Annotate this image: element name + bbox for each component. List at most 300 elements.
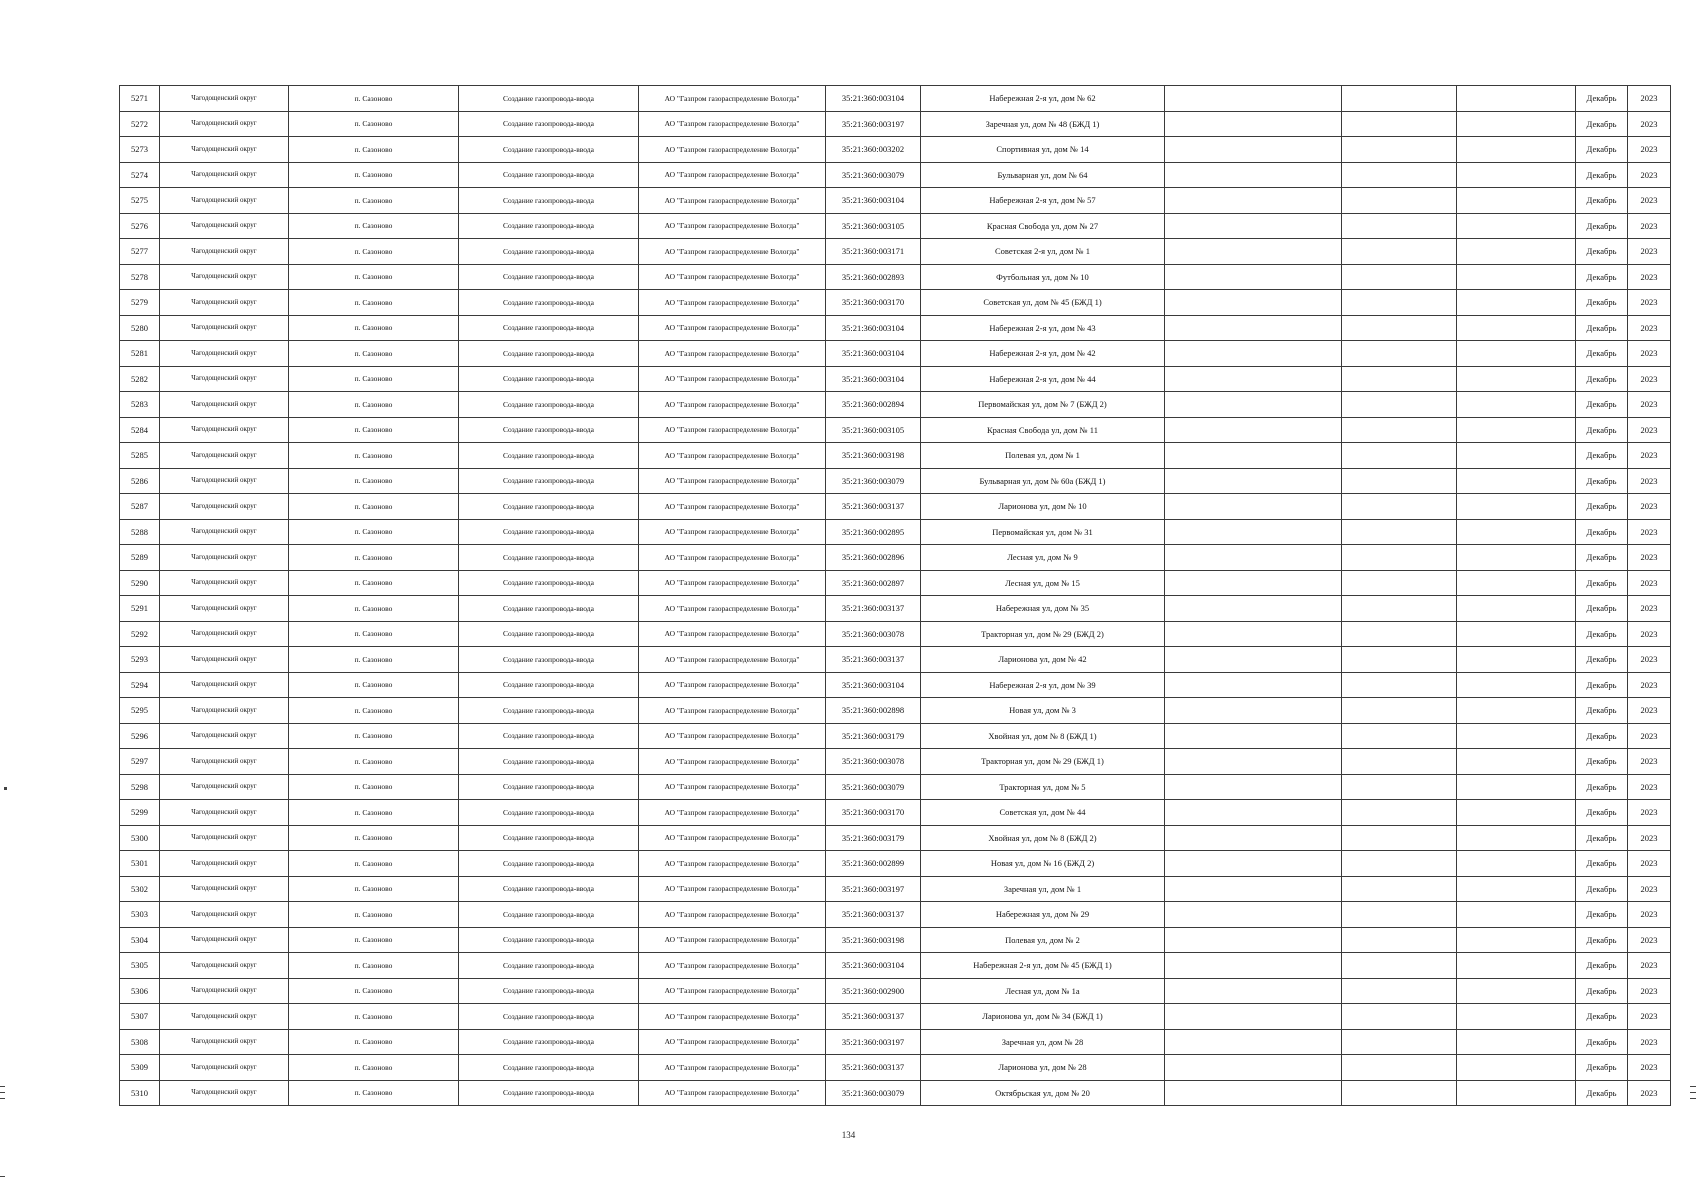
table-row (120, 672, 1671, 698)
record-number-cell: 5305 (120, 953, 160, 979)
month-cell: Декабрь (1576, 213, 1628, 239)
cadastral-number-cell: 35:21:360:003179 (826, 723, 921, 749)
table-row (120, 213, 1671, 239)
locality-cell: п. Сазоново (289, 978, 459, 1004)
scan-edge-mark (4, 787, 7, 790)
locality-cell: п. Сазоново (289, 647, 459, 673)
address-cell: Набережная ул, дом № 29 (921, 902, 1165, 928)
empty-cell (1165, 570, 1342, 596)
empty-cell (1457, 749, 1576, 775)
address-cell: Ларионова ул, дом № 10 (921, 494, 1165, 520)
cadastral-number-cell: 35:21:360:002896 (826, 545, 921, 571)
locality-cell: п. Сазоново (289, 927, 459, 953)
work-type-cell: Создание газопровода-ввода (459, 1080, 639, 1106)
district-cell: Чагодощенский округ (160, 647, 289, 673)
cadastral-number-cell: 35:21:360:003197 (826, 111, 921, 137)
record-number-cell: 5278 (120, 264, 160, 290)
address-cell: Тракторная ул, дом № 29 (БЖД 1) (921, 749, 1165, 775)
cadastral-number-cell: 35:21:360:002898 (826, 698, 921, 724)
locality-cell: п. Сазоново (289, 290, 459, 316)
empty-cell (1342, 494, 1457, 520)
record-number-cell: 5277 (120, 239, 160, 265)
cadastral-number-cell: 35:21:360:003202 (826, 137, 921, 163)
table-row (120, 443, 1671, 469)
month-cell: Декабрь (1576, 596, 1628, 622)
work-type-cell: Создание газопровода-ввода (459, 264, 639, 290)
district-cell: Чагодощенский округ (160, 1004, 289, 1030)
empty-cell (1165, 494, 1342, 520)
empty-cell (1457, 392, 1576, 418)
address-cell: Новая ул, дом № 3 (921, 698, 1165, 724)
cadastral-number-cell: 35:21:360:003104 (826, 341, 921, 367)
year-cell: 2023 (1628, 392, 1671, 418)
empty-cell (1342, 468, 1457, 494)
district-cell: Чагодощенский округ (160, 672, 289, 698)
record-number-cell: 5281 (120, 341, 160, 367)
address-cell: Футбольная ул, дом № 10 (921, 264, 1165, 290)
scan-edge-mark (0, 1176, 5, 1177)
work-type-cell: Создание газопровода-ввода (459, 188, 639, 214)
work-type-cell: Создание газопровода-ввода (459, 519, 639, 545)
organization-cell: АО "Газпром газораспределение Вологда" (639, 468, 826, 494)
address-cell: Красная Свобода ул, дом № 11 (921, 417, 1165, 443)
empty-cell (1342, 851, 1457, 877)
record-number-cell: 5302 (120, 876, 160, 902)
cadastral-number-cell: 35:21:360:003137 (826, 902, 921, 928)
district-cell: Чагодощенский округ (160, 162, 289, 188)
locality-cell: п. Сазоново (289, 596, 459, 622)
district-cell: Чагодощенский округ (160, 111, 289, 137)
month-cell: Декабрь (1576, 443, 1628, 469)
locality-cell: п. Сазоново (289, 825, 459, 851)
work-type-cell: Создание газопровода-ввода (459, 876, 639, 902)
address-cell: Набережная 2-я ул, дом № 43 (921, 315, 1165, 341)
district-cell: Чагодощенский округ (160, 800, 289, 826)
table-row (120, 902, 1671, 928)
scan-edge-mark (0, 1098, 5, 1099)
locality-cell: п. Сазоново (289, 774, 459, 800)
empty-cell (1342, 519, 1457, 545)
month-cell: Декабрь (1576, 1029, 1628, 1055)
year-cell: 2023 (1628, 443, 1671, 469)
empty-cell (1457, 188, 1576, 214)
cadastral-number-cell: 35:21:360:003079 (826, 774, 921, 800)
year-cell: 2023 (1628, 290, 1671, 316)
empty-cell (1457, 366, 1576, 392)
record-number-cell: 5306 (120, 978, 160, 1004)
cadastral-number-cell: 35:21:360:002894 (826, 392, 921, 418)
cadastral-number-cell: 35:21:360:003104 (826, 366, 921, 392)
organization-cell: АО "Газпром газораспределение Вологда" (639, 519, 826, 545)
work-type-cell: Создание газопровода-ввода (459, 341, 639, 367)
table-row (120, 137, 1671, 163)
work-type-cell: Создание газопровода-ввода (459, 213, 639, 239)
record-number-cell: 5291 (120, 596, 160, 622)
locality-cell: п. Сазоново (289, 1029, 459, 1055)
work-type-cell: Создание газопровода-ввода (459, 315, 639, 341)
year-cell: 2023 (1628, 162, 1671, 188)
work-type-cell: Создание газопровода-ввода (459, 392, 639, 418)
empty-cell (1457, 264, 1576, 290)
page-number: 134 (841, 1130, 856, 1140)
empty-cell (1457, 137, 1576, 163)
empty-cell (1457, 570, 1576, 596)
address-cell: Тракторная ул, дом № 29 (БЖД 2) (921, 621, 1165, 647)
empty-cell (1165, 1055, 1342, 1081)
organization-cell: АО "Газпром газораспределение Вологда" (639, 137, 826, 163)
table-row (120, 647, 1671, 673)
year-cell: 2023 (1628, 366, 1671, 392)
year-cell: 2023 (1628, 825, 1671, 851)
work-type-cell: Создание газопровода-ввода (459, 239, 639, 265)
work-type-cell: Создание газопровода-ввода (459, 1055, 639, 1081)
organization-cell: АО "Газпром газораспределение Вологда" (639, 417, 826, 443)
organization-cell: АО "Газпром газораспределение Вологда" (639, 825, 826, 851)
district-cell: Чагодощенский округ (160, 774, 289, 800)
district-cell: Чагодощенский округ (160, 468, 289, 494)
empty-cell (1342, 264, 1457, 290)
empty-cell (1342, 188, 1457, 214)
work-type-cell: Создание газопровода-ввода (459, 723, 639, 749)
work-type-cell: Создание газопровода-ввода (459, 111, 639, 137)
address-cell: Полевая ул, дом № 2 (921, 927, 1165, 953)
empty-cell (1342, 723, 1457, 749)
address-cell: Набережная 2-я ул, дом № 39 (921, 672, 1165, 698)
empty-cell (1165, 851, 1342, 877)
cadastral-number-cell: 35:21:360:003170 (826, 290, 921, 316)
cadastral-number-cell: 35:21:360:003170 (826, 800, 921, 826)
empty-cell (1165, 188, 1342, 214)
empty-cell (1342, 825, 1457, 851)
locality-cell: п. Сазоново (289, 341, 459, 367)
organization-cell: АО "Газпром газораспределение Вологда" (639, 647, 826, 673)
empty-cell (1457, 290, 1576, 316)
table-row (120, 570, 1671, 596)
locality-cell: п. Сазоново (289, 723, 459, 749)
empty-cell (1165, 162, 1342, 188)
cadastral-number-cell: 35:21:360:003137 (826, 494, 921, 520)
organization-cell: АО "Газпром газораспределение Вологда" (639, 264, 826, 290)
empty-cell (1165, 902, 1342, 928)
address-cell: Бульварная ул, дом № 60а (БЖД 1) (921, 468, 1165, 494)
address-cell: Заречная ул, дом № 28 (921, 1029, 1165, 1055)
empty-cell (1165, 1004, 1342, 1030)
empty-cell (1457, 596, 1576, 622)
locality-cell: п. Сазоново (289, 672, 459, 698)
year-cell: 2023 (1628, 111, 1671, 137)
empty-cell (1165, 111, 1342, 137)
cadastral-number-cell: 35:21:360:003137 (826, 596, 921, 622)
table-row (120, 264, 1671, 290)
work-type-cell: Создание газопровода-ввода (459, 137, 639, 163)
work-type-cell: Создание газопровода-ввода (459, 494, 639, 520)
empty-cell (1165, 621, 1342, 647)
address-cell: Хвойная ул, дом № 8 (БЖД 2) (921, 825, 1165, 851)
year-cell: 2023 (1628, 264, 1671, 290)
organization-cell: АО "Газпром газораспределение Вологда" (639, 953, 826, 979)
address-cell: Лесная ул, дом № 1а (921, 978, 1165, 1004)
month-cell: Декабрь (1576, 494, 1628, 520)
month-cell: Декабрь (1576, 468, 1628, 494)
empty-cell (1165, 953, 1342, 979)
organization-cell: АО "Газпром газораспределение Вологда" (639, 851, 826, 877)
empty-cell (1165, 86, 1342, 112)
address-cell: Заречная ул, дом № 1 (921, 876, 1165, 902)
empty-cell (1457, 774, 1576, 800)
empty-cell (1457, 315, 1576, 341)
address-cell: Советская ул, дом № 45 (БЖД 1) (921, 290, 1165, 316)
table-row (120, 825, 1671, 851)
cadastral-number-cell: 35:21:360:003079 (826, 1080, 921, 1106)
year-cell: 2023 (1628, 596, 1671, 622)
empty-cell (1342, 239, 1457, 265)
record-number-cell: 5284 (120, 417, 160, 443)
organization-cell: АО "Газпром газораспределение Вологда" (639, 1004, 826, 1030)
year-cell: 2023 (1628, 315, 1671, 341)
district-cell: Чагодощенский округ (160, 570, 289, 596)
cadastral-number-cell: 35:21:360:003105 (826, 417, 921, 443)
district-cell: Чагодощенский округ (160, 953, 289, 979)
cadastral-number-cell: 35:21:360:003079 (826, 162, 921, 188)
table-row (120, 1080, 1671, 1106)
work-type-cell: Создание газопровода-ввода (459, 927, 639, 953)
records-table-body (120, 86, 1671, 1106)
district-cell: Чагодощенский округ (160, 137, 289, 163)
empty-cell (1165, 1080, 1342, 1106)
month-cell: Декабрь (1576, 876, 1628, 902)
empty-cell (1342, 213, 1457, 239)
locality-cell: п. Сазоново (289, 749, 459, 775)
cadastral-number-cell: 35:21:360:003198 (826, 927, 921, 953)
cadastral-number-cell: 35:21:360:003105 (826, 213, 921, 239)
cadastral-number-cell: 35:21:360:003104 (826, 315, 921, 341)
empty-cell (1457, 1029, 1576, 1055)
record-number-cell: 5299 (120, 800, 160, 826)
empty-cell (1457, 647, 1576, 673)
organization-cell: АО "Газпром газораспределение Вологда" (639, 902, 826, 928)
district-cell: Чагодощенский округ (160, 188, 289, 214)
month-cell: Декабрь (1576, 519, 1628, 545)
district-cell: Чагодощенский округ (160, 366, 289, 392)
cadastral-number-cell: 35:21:360:003104 (826, 86, 921, 112)
work-type-cell: Создание газопровода-ввода (459, 86, 639, 112)
cadastral-number-cell: 35:21:360:003104 (826, 953, 921, 979)
address-cell: Набережная 2-я ул, дом № 62 (921, 86, 1165, 112)
year-cell: 2023 (1628, 902, 1671, 928)
organization-cell: АО "Газпром газораспределение Вологда" (639, 1029, 826, 1055)
work-type-cell: Создание газопровода-ввода (459, 443, 639, 469)
empty-cell (1165, 137, 1342, 163)
district-cell: Чагодощенский округ (160, 851, 289, 877)
empty-cell (1457, 468, 1576, 494)
district-cell: Чагодощенский округ (160, 876, 289, 902)
year-cell: 2023 (1628, 1029, 1671, 1055)
organization-cell: АО "Газпром газораспределение Вологда" (639, 749, 826, 775)
work-type-cell: Создание газопровода-ввода (459, 545, 639, 571)
organization-cell: АО "Газпром газораспределение Вологда" (639, 162, 826, 188)
empty-cell (1457, 825, 1576, 851)
month-cell: Декабрь (1576, 851, 1628, 877)
table-row (120, 162, 1671, 188)
empty-cell (1165, 417, 1342, 443)
district-cell: Чагодощенский округ (160, 978, 289, 1004)
record-number-cell: 5289 (120, 545, 160, 571)
organization-cell: АО "Газпром газораспределение Вологда" (639, 927, 826, 953)
table-row (120, 596, 1671, 622)
month-cell: Декабрь (1576, 978, 1628, 1004)
record-number-cell: 5273 (120, 137, 160, 163)
month-cell: Декабрь (1576, 621, 1628, 647)
empty-cell (1165, 366, 1342, 392)
work-type-cell: Создание газопровода-ввода (459, 774, 639, 800)
empty-cell (1165, 519, 1342, 545)
district-cell: Чагодощенский округ (160, 239, 289, 265)
record-number-cell: 5293 (120, 647, 160, 673)
year-cell: 2023 (1628, 341, 1671, 367)
empty-cell (1342, 1080, 1457, 1106)
locality-cell: п. Сазоново (289, 188, 459, 214)
address-cell: Ларионова ул, дом № 42 (921, 647, 1165, 673)
record-number-cell: 5295 (120, 698, 160, 724)
empty-cell (1342, 672, 1457, 698)
address-cell: Лесная ул, дом № 9 (921, 545, 1165, 571)
table-row (120, 519, 1671, 545)
cadastral-number-cell: 35:21:360:003104 (826, 188, 921, 214)
table-row (120, 1004, 1671, 1030)
year-cell: 2023 (1628, 1055, 1671, 1081)
record-number-cell: 5298 (120, 774, 160, 800)
record-number-cell: 5300 (120, 825, 160, 851)
table-row (120, 851, 1671, 877)
empty-cell (1165, 443, 1342, 469)
organization-cell: АО "Газпром газораспределение Вологда" (639, 239, 826, 265)
organization-cell: АО "Газпром газораспределение Вологда" (639, 774, 826, 800)
year-cell: 2023 (1628, 417, 1671, 443)
address-cell: Красная Свобода ул, дом № 27 (921, 213, 1165, 239)
address-cell: Набережная 2-я ул, дом № 42 (921, 341, 1165, 367)
year-cell: 2023 (1628, 86, 1671, 112)
year-cell: 2023 (1628, 494, 1671, 520)
table-row (120, 1029, 1671, 1055)
year-cell: 2023 (1628, 774, 1671, 800)
month-cell: Декабрь (1576, 1080, 1628, 1106)
organization-cell: АО "Газпром газораспределение Вологда" (639, 366, 826, 392)
locality-cell: п. Сазоново (289, 621, 459, 647)
record-number-cell: 5294 (120, 672, 160, 698)
district-cell: Чагодощенский округ (160, 392, 289, 418)
address-cell: Первомайская ул, дом № 31 (921, 519, 1165, 545)
year-cell: 2023 (1628, 519, 1671, 545)
address-cell: Ларионова ул, дом № 34 (БЖД 1) (921, 1004, 1165, 1030)
organization-cell: АО "Газпром газораспределение Вологда" (639, 672, 826, 698)
district-cell: Чагодощенский округ (160, 902, 289, 928)
month-cell: Декабрь (1576, 392, 1628, 418)
empty-cell (1165, 647, 1342, 673)
organization-cell: АО "Газпром газораспределение Вологда" (639, 392, 826, 418)
table-row (120, 392, 1671, 418)
locality-cell: п. Сазоново (289, 1004, 459, 1030)
table-row (120, 978, 1671, 1004)
month-cell: Декабрь (1576, 723, 1628, 749)
work-type-cell: Создание газопровода-ввода (459, 162, 639, 188)
locality-cell: п. Сазоново (289, 366, 459, 392)
year-cell: 2023 (1628, 851, 1671, 877)
table-row (120, 290, 1671, 316)
empty-cell (1165, 672, 1342, 698)
record-number-cell: 5307 (120, 1004, 160, 1030)
work-type-cell: Создание газопровода-ввода (459, 290, 639, 316)
district-cell: Чагодощенский округ (160, 86, 289, 112)
organization-cell: АО "Газпром газораспределение Вологда" (639, 443, 826, 469)
district-cell: Чагодощенский округ (160, 1029, 289, 1055)
month-cell: Декабрь (1576, 647, 1628, 673)
month-cell: Декабрь (1576, 698, 1628, 724)
organization-cell: АО "Газпром газораспределение Вологда" (639, 341, 826, 367)
empty-cell (1165, 774, 1342, 800)
year-cell: 2023 (1628, 239, 1671, 265)
locality-cell: п. Сазоново (289, 468, 459, 494)
month-cell: Декабрь (1576, 902, 1628, 928)
empty-cell (1342, 443, 1457, 469)
empty-cell (1165, 876, 1342, 902)
empty-cell (1457, 672, 1576, 698)
empty-cell (1165, 800, 1342, 826)
address-cell: Советская 2-я ул, дом № 1 (921, 239, 1165, 265)
record-number-cell: 5287 (120, 494, 160, 520)
year-cell: 2023 (1628, 800, 1671, 826)
work-type-cell: Создание газопровода-ввода (459, 1004, 639, 1030)
month-cell: Декабрь (1576, 341, 1628, 367)
record-number-cell: 5286 (120, 468, 160, 494)
record-number-cell: 5275 (120, 188, 160, 214)
table-row (120, 876, 1671, 902)
month-cell: Декабрь (1576, 672, 1628, 698)
locality-cell: п. Сазоново (289, 162, 459, 188)
empty-cell (1342, 927, 1457, 953)
cadastral-number-cell: 35:21:360:003198 (826, 443, 921, 469)
cadastral-number-cell: 35:21:360:003079 (826, 468, 921, 494)
empty-cell (1342, 749, 1457, 775)
cadastral-number-cell: 35:21:360:002900 (826, 978, 921, 1004)
empty-cell (1457, 162, 1576, 188)
empty-cell (1342, 315, 1457, 341)
cadastral-number-cell: 35:21:360:003137 (826, 1004, 921, 1030)
organization-cell: АО "Газпром газораспределение Вологда" (639, 86, 826, 112)
year-cell: 2023 (1628, 723, 1671, 749)
district-cell: Чагодощенский округ (160, 519, 289, 545)
organization-cell: АО "Газпром газораспределение Вологда" (639, 570, 826, 596)
record-number-cell: 5308 (120, 1029, 160, 1055)
table-row (120, 417, 1671, 443)
month-cell: Декабрь (1576, 953, 1628, 979)
empty-cell (1342, 111, 1457, 137)
empty-cell (1165, 978, 1342, 1004)
locality-cell: п. Сазоново (289, 315, 459, 341)
empty-cell (1342, 570, 1457, 596)
year-cell: 2023 (1628, 698, 1671, 724)
district-cell: Чагодощенский округ (160, 927, 289, 953)
empty-cell (1342, 417, 1457, 443)
cadastral-number-cell: 35:21:360:003137 (826, 1055, 921, 1081)
organization-cell: АО "Газпром газораспределение Вологда" (639, 723, 826, 749)
month-cell: Декабрь (1576, 86, 1628, 112)
month-cell: Декабрь (1576, 927, 1628, 953)
empty-cell (1457, 876, 1576, 902)
locality-cell: п. Сазоново (289, 800, 459, 826)
empty-cell (1342, 698, 1457, 724)
locality-cell: п. Сазоново (289, 953, 459, 979)
empty-cell (1457, 1080, 1576, 1106)
